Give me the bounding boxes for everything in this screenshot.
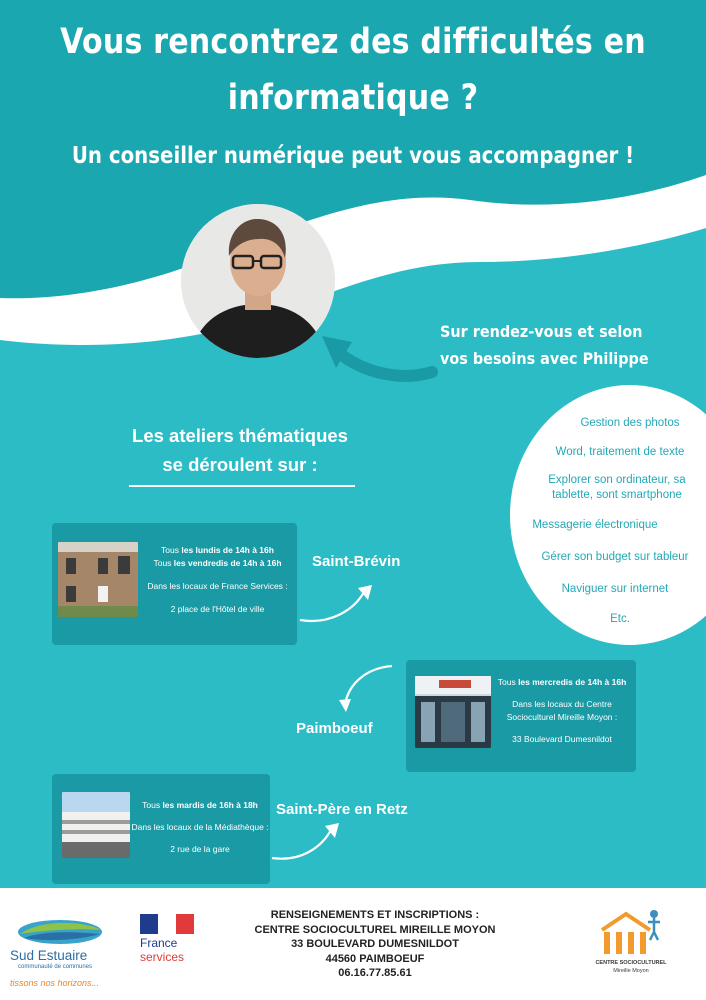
sud-estuaire-sub: communauté de communes — [18, 964, 93, 970]
topic-email: Messagerie électronique — [532, 519, 658, 531]
sud-estuaire-logo — [10, 910, 120, 992]
paimboeuf-details: Tous les mercredis de 14h à 16h Dans les locaux du Centre Socioculturel Mireille Moyon : 33 Boulevard Dumesnildot — [497, 677, 627, 744]
france-services-line1: France — [140, 936, 178, 950]
csc-logo-sub: Mireille Moyon — [613, 968, 649, 974]
csc-building-image — [415, 676, 491, 748]
topic-internet: Naviguer sur internet — [561, 583, 669, 595]
town-saint-brevin: Saint-Brévin — [312, 553, 401, 570]
centre-socioculturel-logo — [590, 908, 672, 978]
advisor-photo — [181, 204, 335, 358]
saint-pere-details: Tous les mardis de 16h à 18h Dans les locaux de la Médiathèque : 2 rue de la gare — [131, 800, 269, 854]
town-saint-pere-en-retz: Saint-Père en Retz — [276, 801, 408, 818]
topic-word: Word, traitement de texte — [555, 446, 685, 458]
topic-budget: Gérer son budget sur tableur — [541, 551, 689, 563]
workshops-heading: Les ateliers thématiques se déroulent sur : — [132, 425, 348, 475]
saint-brevin-details: Tous les lundis de 14h à 16h Tous les vendredis de 14h à 16h Dans les locaux de France Services : 2 place de l'Hôtel de ville — [147, 545, 288, 614]
sud-estuaire-tagline: tissons nos horizons... — [10, 978, 100, 988]
topic-photos: Gestion des photos — [580, 417, 680, 429]
heading-underline — [129, 485, 355, 487]
contact-phone: 06.16.77.85.61 — [338, 967, 412, 979]
topic-etc: Etc. — [610, 613, 630, 625]
france-services-building-image — [58, 542, 138, 617]
poster-subtitle: Un conseiller numérique peut vous accompagner ! — [71, 143, 635, 169]
france-services-logo — [140, 914, 210, 994]
topic-device: Explorer son ordinateur, sa tablette, sont smartphone — [548, 474, 686, 501]
csc-logo-name: CENTRE SOCIOCULTUREL — [595, 960, 667, 966]
town-paimboeuf: Paimboeuf — [296, 720, 373, 737]
appointment-note: Sur rendez-vous et selon vos besoins avec Philippe — [440, 322, 649, 368]
poster-title: Vous rencontrez des difficultés en informatique ? — [60, 22, 646, 118]
mediatheque-building-image — [62, 792, 130, 858]
sud-estuaire-name: Sud Estuaire — [10, 948, 88, 963]
france-services-line2: services — [140, 950, 185, 964]
contact-info: RENSEIGNEMENTS ET INSCRIPTIONS : CENTRE SOCIOCULTUREL MIREILLE MOYON 33 BOULEVARD DUMESNILDOT 44560 PAIMBOEUF 06.16.77.85.61 — [240, 908, 510, 981]
